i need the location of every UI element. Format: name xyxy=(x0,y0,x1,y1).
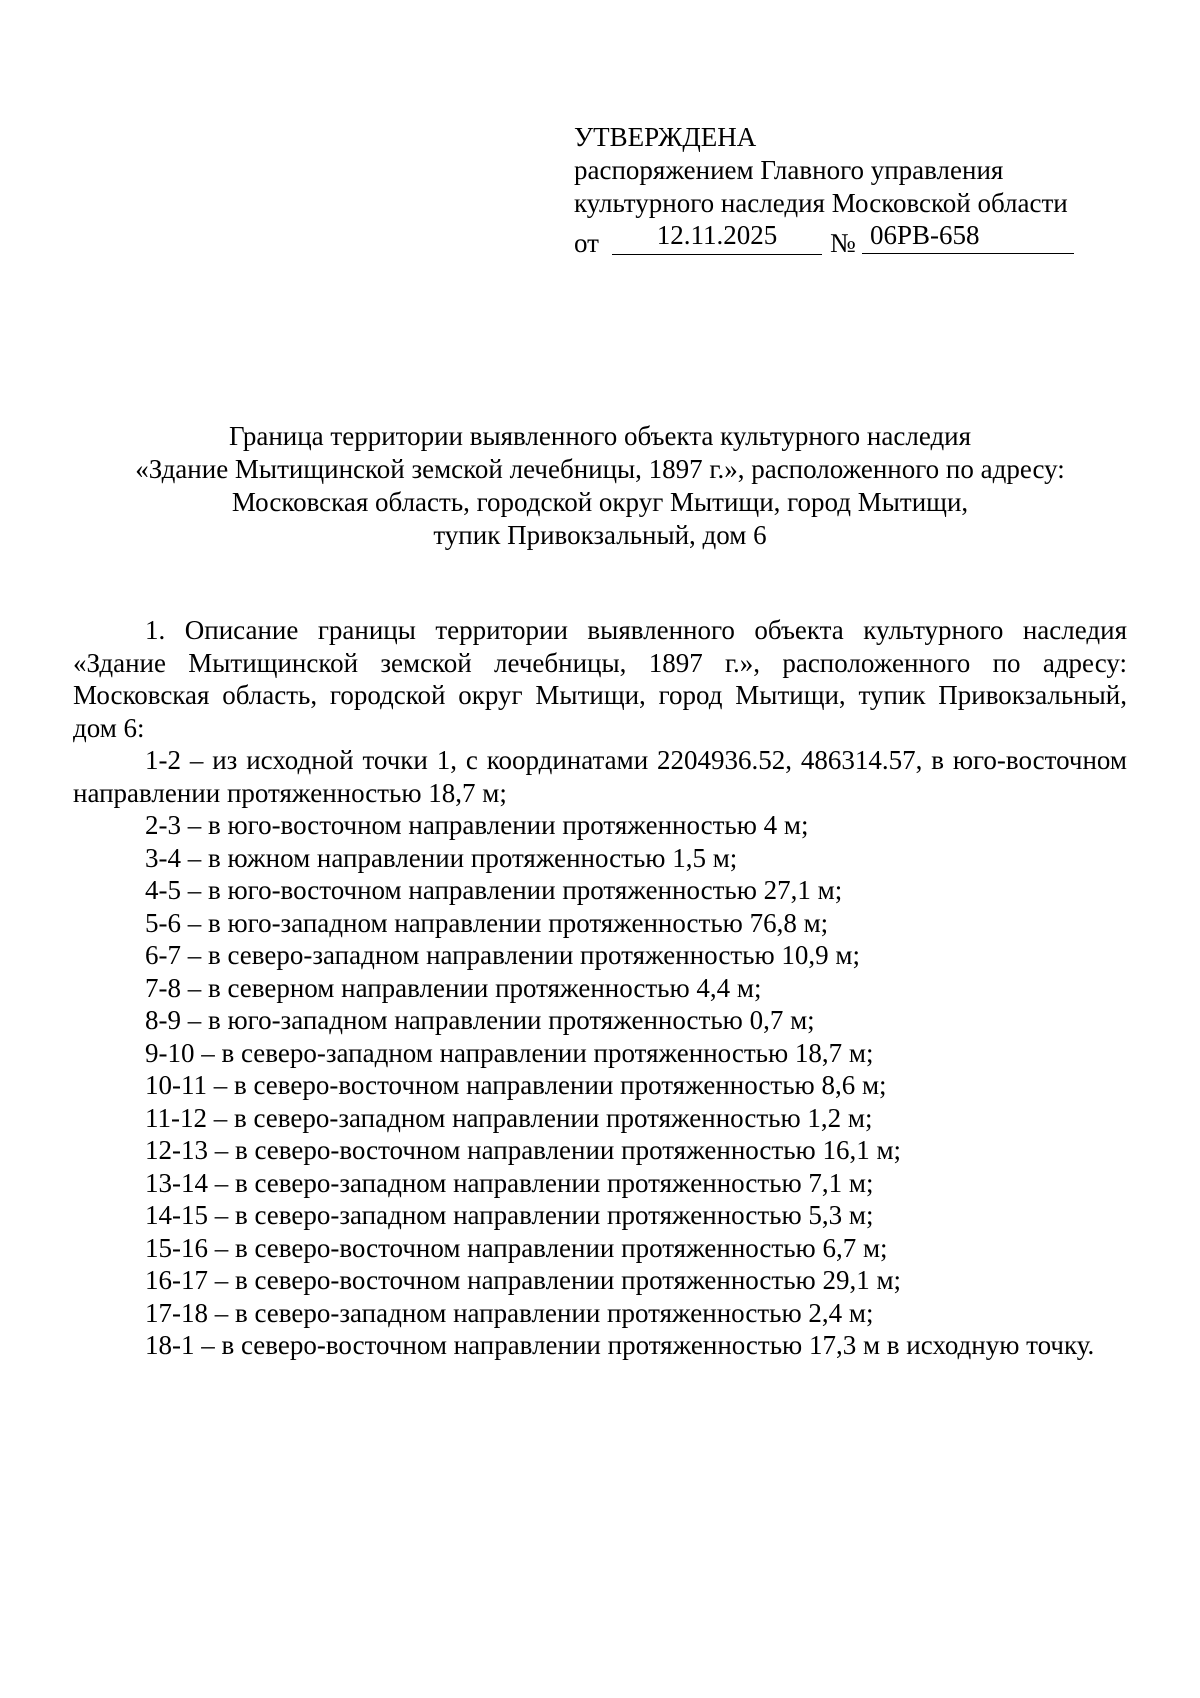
date-prefix: от xyxy=(574,228,599,258)
approval-date-line xyxy=(574,220,1114,260)
segment-item: 12-13 – в северо-восточном направлении протяженностью 16,1 м; xyxy=(145,1135,902,1165)
approval-line-2: культурного наследия Московской области xyxy=(574,188,1068,218)
segment-item: 16-17 – в северо-восточном направлении протяженностью 29,1 м; xyxy=(145,1265,902,1295)
title-line-4: тупик Привокзальный, дом 6 xyxy=(433,520,767,550)
segment-item: 9-10 – в северо-западном направлении протяженностью 18,7 м; xyxy=(145,1037,874,1068)
approval-heading: УТВЕРЖДЕНА xyxy=(574,122,757,152)
approval-number: 06РВ-658 xyxy=(862,220,1074,254)
segment-item: 18-1 – в северо-восточном направлении протяженностью 17,3 м в исходную точку. xyxy=(145,1330,1095,1360)
approval-date: 12.11.2025 xyxy=(612,220,822,255)
segment-item: 4-5 – в юго-восточном направлении протяженностью 27,1 м; xyxy=(145,875,843,905)
segment-item: 14-15 – в северо-западном направлении протяженностью 5,3 м; xyxy=(145,1200,874,1230)
segment-item: 11-12 – в северо-западном направлении протяженностью 1,2 м; xyxy=(145,1102,873,1133)
segment-list xyxy=(73,744,1127,1362)
segment-item: 13-14 – в северо-западном направлении протяженностью 7,1 м; xyxy=(145,1167,874,1198)
number-prefix: № xyxy=(830,228,856,258)
document-title xyxy=(73,420,1127,552)
title-line-3: Московская область, городской округ Мытищи, город Мытищи, xyxy=(231,487,969,517)
segment-item: 6-7 – в северо-западном направлении протяженностью 10,9 м; xyxy=(145,940,860,970)
segment-item: 1-2 – из исходной точки 1, с координатами 2204936.52, 486314.57, в юго-восточном направлении протяженностью 18,7 м; xyxy=(73,745,1127,808)
approval-line-1: распоряжением Главного управления xyxy=(574,155,1004,185)
segment-item: 17-18 – в северо-западном направлении протяженностью 2,4 м; xyxy=(145,1297,874,1328)
segment-item: 10-11 – в северо-восточном направлении протяженностью 8,6 м; xyxy=(145,1070,887,1100)
title-line-1: Граница территории выявленного объекта культурного наследия xyxy=(228,421,972,451)
segment-item: 2-3 – в юго-восточном направлении протяженностью 4 м; xyxy=(145,810,809,840)
segment-item: 15-16 – в северо-восточном направлении протяженностью 6,7 м; xyxy=(145,1232,888,1263)
approval-stamp xyxy=(574,121,1114,260)
segment-item: 8-9 – в юго-западном направлении протяженностью 0,7 м; xyxy=(145,1005,815,1035)
segment-item: 3-4 – в южном направлении протяженностью 1,5 м; xyxy=(145,842,738,873)
description-intro: 1. Описание границы территории выявленного объекта культурного наследия «Здание Мытищинской земской лечебницы, 1897 г.», расположенного по адресу: Московская область, городской округ Мытищи, город Мытищи, тупик Привокзальный, дом 6: xyxy=(73,615,1127,743)
segment-item: 5-6 – в юго-западном направлении протяженностью 76,8 м; xyxy=(145,907,829,938)
segment-item: 7-8 – в северном направлении протяженностью 4,4 м; xyxy=(145,972,762,1003)
boundary-description xyxy=(73,614,1127,1362)
title-line-2: «Здание Мытищинской земской лечебницы, 1897 г.», расположенного по адресу: xyxy=(135,454,1065,484)
